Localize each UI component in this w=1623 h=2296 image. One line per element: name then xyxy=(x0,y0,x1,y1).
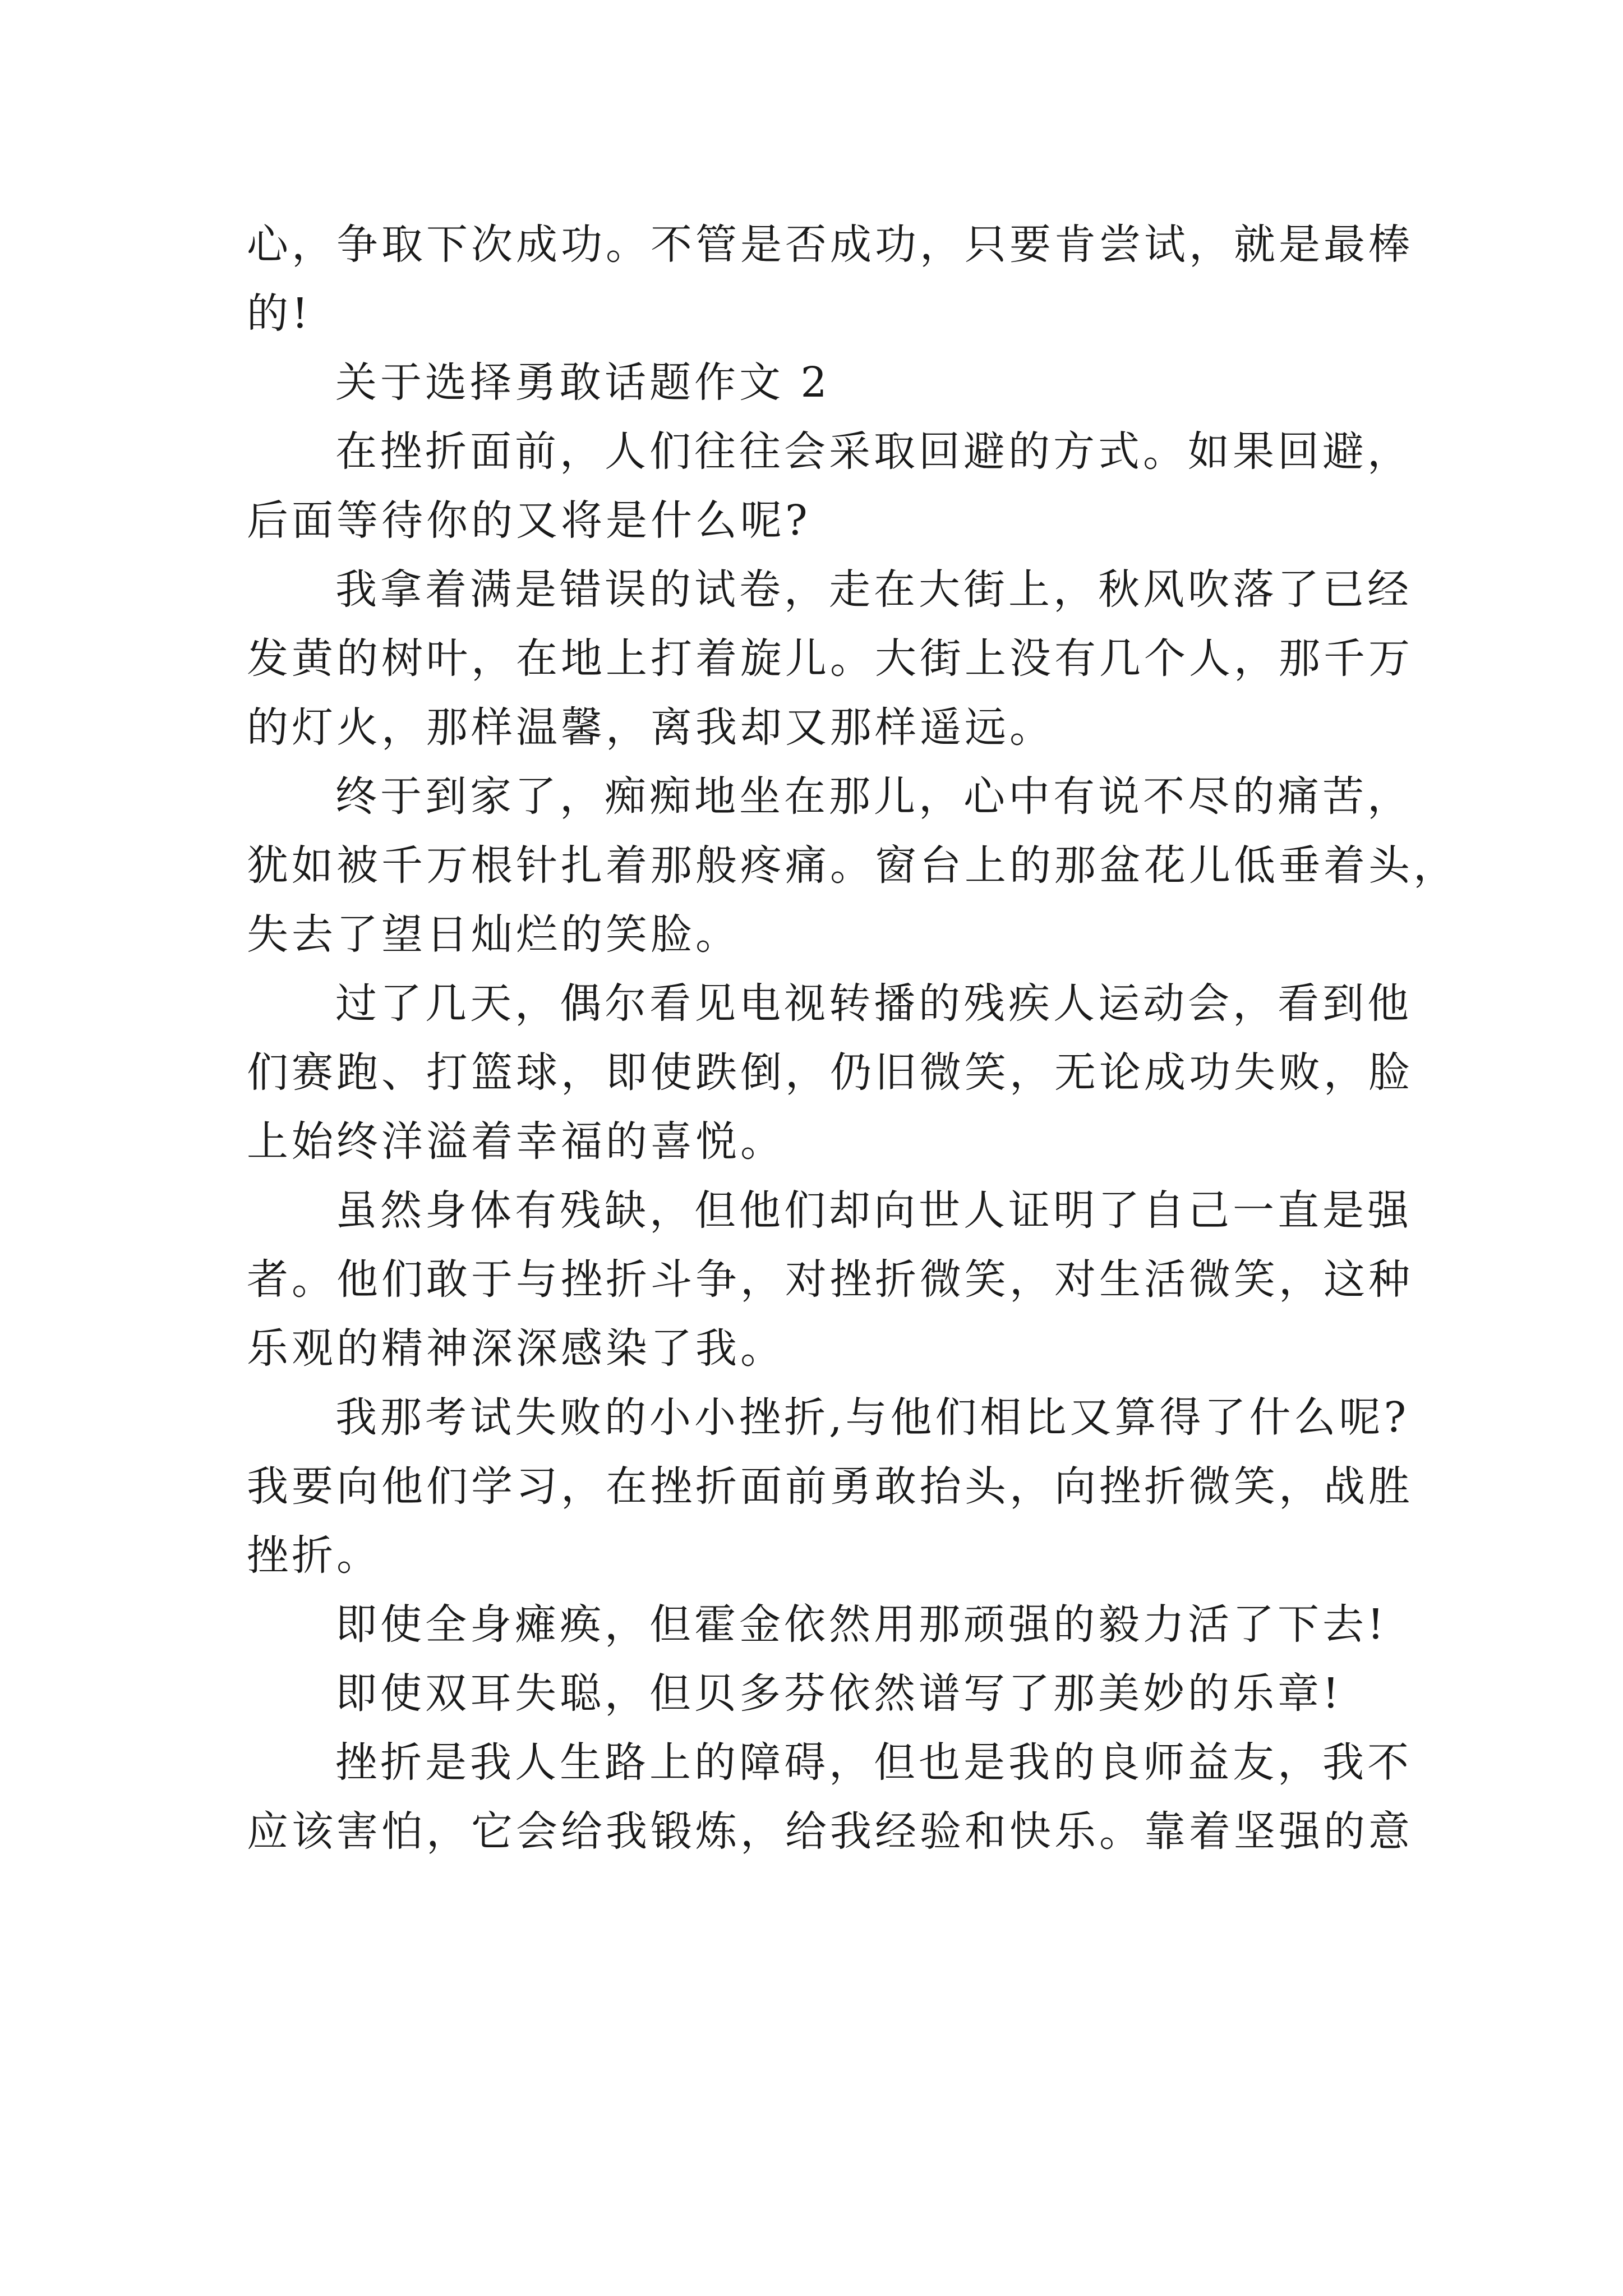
text-line: 即使全身瘫痪，但霍金依然用那顽强的毅力活了下去! xyxy=(335,1600,1387,1649)
text-line: 后面等待你的又将是什么呢? xyxy=(247,496,811,545)
text-line: 即使双耳失聪，但贝多芬依然谱写了那美妙的乐章! xyxy=(335,1669,1343,1718)
text-line: 虽然身体有残缺，但他们却向世人证明了自己一直是强 xyxy=(335,1186,1412,1235)
text-line: 失去了望日灿烂的笑脸。 xyxy=(247,910,740,959)
text-line: 终于到家了，痴痴地坐在那儿，心中有说不尽的痛苦， xyxy=(335,772,1412,821)
text-line: 上始终洋溢着幸福的喜悦。 xyxy=(247,1117,785,1166)
text-line: 我要向他们学习，在挫折面前勇敢抬头，向挫折微笑，战胜 xyxy=(247,1462,1413,1511)
text-line: 我那考试失败的小小挫折,与他们相比又算得了什么呢? xyxy=(335,1393,1410,1442)
text-line: 我拿着满是错误的试卷，走在大街上，秋风吹落了已经 xyxy=(335,565,1412,614)
document-body xyxy=(247,210,1458,1866)
text-line: 发黄的树叶，在地上打着旋儿。大街上没有几个人，那千万 xyxy=(247,634,1413,683)
text-line: 的! xyxy=(247,289,312,338)
text-line: 的灯火，那样温馨，离我却又那样遥远。 xyxy=(247,703,1054,752)
text-line: 犹如被千万根针扎着那般疼痛。窗台上的那盆花儿低垂着头， xyxy=(247,841,1458,890)
text-line: 者。他们敢于与挫折斗争，对挫折微笑，对生活微笑，这种 xyxy=(247,1255,1413,1304)
text-line: 挫折是我人生路上的障碍，但也是我的良师益友，我不 xyxy=(335,1738,1412,1787)
text-line: 在挫折面前，人们往往会采取回避的方式。如果回避， xyxy=(335,427,1412,476)
text-line: 心，争取下次成功。不管是否成功，只要肯尝试，就是最棒 xyxy=(247,220,1413,269)
text-line: 们赛跑、打篮球，即使跌倒，仍旧微笑，无论成功失败，脸 xyxy=(247,1048,1413,1097)
text-line: 乐观的精神深深感染了我。 xyxy=(247,1324,785,1373)
text-line: 应该害怕，它会给我锻炼，给我经验和快乐。靠着坚强的意 xyxy=(247,1807,1413,1856)
text-line: 过了几天，偶尔看见电视转播的残疾人运动会，看到他 xyxy=(335,979,1412,1028)
section-title: 关于选择勇敢话题作文 2 xyxy=(335,358,831,407)
text-line: 挫折。 xyxy=(247,1531,381,1580)
